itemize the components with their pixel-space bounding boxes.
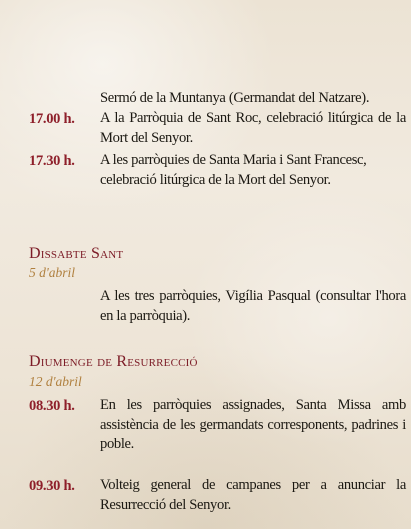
section-date-easter-sunday: 12 d'abril	[29, 374, 82, 389]
event-description: A la Parròquia de Sant Roc, celebració litúrgica de la Mort del Senyor.	[100, 110, 406, 146]
section-heading-easter-sunday: Diumenge de Resurrecció	[29, 353, 198, 370]
event-description: A les parròquies de Santa Maria i Sant Francesc, celebració litúrgica de la Mort del Senyor.	[100, 152, 367, 188]
event-description: En les parròquies assignades, Santa Missa amb assistència de les germandats corresponents, padrines i poble.	[100, 397, 406, 452]
event-time: 08.30 h.	[29, 398, 75, 414]
section-date-holy-saturday: 5 d'abril	[29, 265, 76, 280]
sermon-continuation-text: Sermó de la Muntanya (Germandat del Natzare).	[100, 90, 370, 106]
event-time: 17.30 h.	[29, 153, 75, 169]
section-heading-holy-saturday: Dissabte Sant	[29, 245, 124, 262]
event-description-vigil: A les tres parròquies, Vigília Pasqual (consultar l'hora en la parròquia).	[100, 288, 406, 324]
event-description: Volteig general de campanes per a anunciar la Resurrecció del Senyor.	[100, 477, 406, 513]
event-time: 09.30 h.	[29, 478, 75, 494]
event-time: 17.00 h.	[29, 111, 75, 127]
